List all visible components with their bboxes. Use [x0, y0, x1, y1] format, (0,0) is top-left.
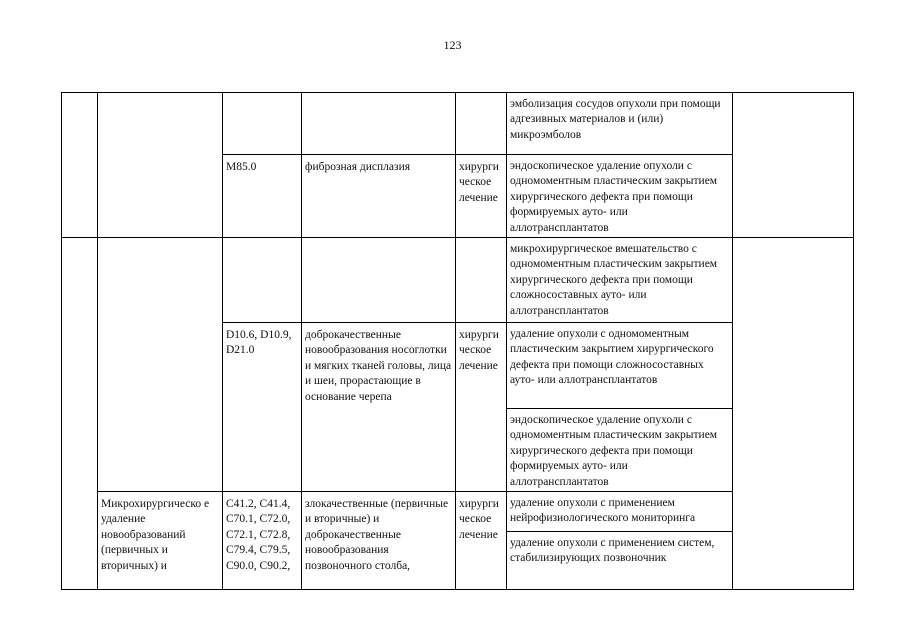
- cell-name: [98, 238, 223, 492]
- cell-diagnosis: злокачественные (первичные и вторичные) и доброкачественные новообразования позвоночного столба,: [302, 492, 456, 590]
- cell-code: [223, 238, 302, 323]
- cell-method: удаление опухоли с одномоментным пластическим закрытием хирургического дефекта при помощи сложносоставных ауто- или аллотрансплантатов: [507, 323, 733, 409]
- cell-code: D10.6, D10.9, D21.0: [223, 323, 302, 492]
- cell-treatment: хирурги ческое лечение: [456, 155, 507, 238]
- cell-price: [733, 93, 854, 238]
- cell-method: микрохирургическое вмешательство с одномоментным пластическим закрытием хирургического дефекта при помощи сложносоставных ауто- или аллотрансплантатов: [507, 238, 733, 323]
- cell-treatment: [456, 93, 507, 155]
- services-table: [61, 92, 854, 590]
- table-row: [62, 238, 854, 323]
- cell-name: [98, 93, 223, 238]
- cell-method: удаление опухоли с применением нейрофизиологического мониторинга: [507, 492, 733, 532]
- cell-diagnosis: фиброзная дисплазия: [302, 155, 456, 238]
- cell-code: [223, 93, 302, 155]
- cell-price: [733, 238, 854, 590]
- cell-treatment: хирурги ческое лечение: [456, 492, 507, 590]
- cell-method: эндоскопическое удаление опухоли с одномоментным пластическим закрытием хирургического дефекта при помощи формируемых ауто- или аллотрансплантатов: [507, 409, 733, 492]
- cell-diagnosis: доброкачественные новообразования носоглотки и мягких тканей головы, лица и шеи, прорастающие в основание черепа: [302, 323, 456, 492]
- cell-index: [62, 93, 98, 238]
- cell-name: Микрохирургическо е удаление новообразований (первичных и вторичных) и: [98, 492, 223, 590]
- cell-method: удаление опухоли с применением систем, стабилизирующих позвоночник: [507, 532, 733, 590]
- cell-code: M85.0: [223, 155, 302, 238]
- cell-diagnosis: [302, 93, 456, 155]
- cell-treatment: [456, 238, 507, 323]
- table-row: [62, 93, 854, 155]
- cell-treatment: хирурги ческое лечение: [456, 323, 507, 492]
- cell-method: эмболизация сосудов опухоли при помощи адгезивных материалов и (или) микроэмболов: [507, 93, 733, 155]
- cell-code: C41.2, C41.4, C70.1, C72.0, C72.1, C72.8, C79.4, C79.5, C90.0, C90.2,: [223, 492, 302, 590]
- page-number: 123: [443, 38, 462, 52]
- cell-method: эндоскопическое удаление опухоли с одномоментным пластическим закрытием хирургического дефекта при помощи формируемых ауто- или аллотрансплантатов: [507, 155, 733, 238]
- cell-index: [62, 238, 98, 590]
- cell-diagnosis: [302, 238, 456, 323]
